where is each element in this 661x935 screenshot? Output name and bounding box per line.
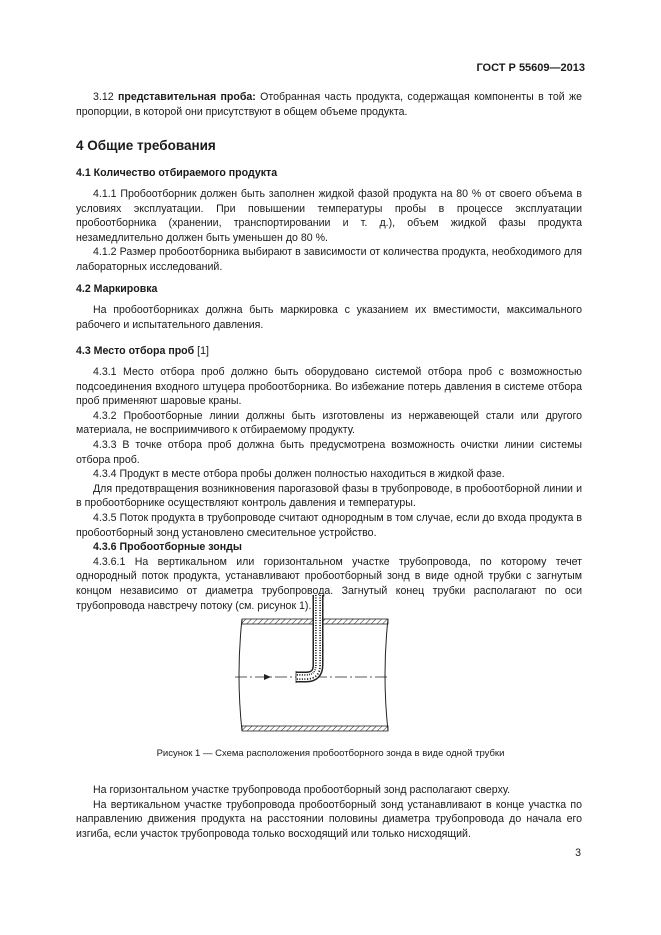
term-3-12-block (76, 90, 582, 119)
flow-arrow-icon (264, 674, 271, 680)
sampling-probe (296, 595, 318, 683)
figure-1-caption: Рисунок 1 — Схема расположения пробоотборного зонда в виде одной трубки (156, 748, 505, 759)
term-name: представительная проба: (117, 91, 256, 103)
section-4-3-heading (76, 345, 209, 357)
paragraph-4-3-5: 4.3.5 Поток продукта в трубопроводе считают однородным в том случае, если до входа продукта в пробоотборный зонд установлено смесительное устройство. (76, 511, 582, 539)
paragraph-4-3-1: 4.3.1 Место отбора проб должно быть оборудовано системой отбора проб с возможностью подсоединения входного штуцера пробоотборника. Во избежание потерь давления в системе отбора проб применяют шаровые краны. (76, 366, 582, 408)
pipe-right-break (385, 619, 388, 731)
pipe-bottom-wall (242, 726, 388, 731)
paragraph-vertical-section: На вертикальном участке трубопровода пробоотборный зонд устанавливают в конце участка по направлению движения продукта на расстоянии половины диаметра трубопровода до начала его изгиба, если участок трубопровода только восходящий или только нисходящий. (76, 798, 582, 840)
paragraph-4-3-2: 4.3.2 Пробоотборные линии должны быть изготовлены из нержавеющей стали или другого материала, не восприимчивого к отбираемому продукту. (76, 409, 582, 437)
section-4-heading: 4 Общие требования (76, 138, 216, 153)
section-4-2-body (76, 303, 582, 332)
section-4-3-6-heading: 4.3.6 Пробоотборные зонды (93, 541, 242, 554)
standard-code: ГОСТ Р 55609—2013 (476, 62, 585, 74)
section-4-1-body (76, 187, 582, 275)
paragraph-4-2: На пробоотборниках должна быть маркировка с указанием их вместимости, максимального рабочего и испытательного давления. (76, 304, 582, 331)
paragraph-4-3-4: 4.3.4 Продукт в месте отбора пробы должен полностью находиться в жидкой фазе. (93, 468, 505, 481)
paragraph-horizontal-section: На горизонтальном участке трубопровода пробоотборный зонд располагают сверху. (93, 784, 511, 796)
paragraph-4-3-4-continued: Для предотвращения возникновения парогазовой фазы в трубопроводе, в пробоотборной линии и в пробоотборнике осуществляют контроль давления и температуры. (76, 482, 582, 510)
paragraph-4-1-2: 4.1.2 Размер пробоотборника выбирают в зависимости от количества продукта, необходимого для лабораторных исследований. (76, 246, 582, 273)
paragraph-4-1-1: 4.1.1 Пробоотборник должен быть заполнен жидкой фазой продукта на 80 % от своего объема в условиях эксплуатации. При повышении температуры пробы в процессе эксплуатации пробоотборника (хранении, транспортировании и т. д.), объем жидкой фазы продукта незамедлительно должен быть уменьшен до 80 %. (76, 188, 582, 244)
section-4-3-title: 4.3 Место отбора проб (76, 345, 195, 357)
section-4-1-heading: 4.1 Количество отбираемого продукта (76, 167, 278, 179)
after-figure-body (76, 783, 582, 841)
figure-1-probe-diagram (230, 595, 390, 735)
section-4-2-heading: 4.2 Маркировка (76, 283, 158, 295)
paragraph-4-3-6-1: 4.3.6.1 На вертикальном или горизонтальном участке трубопровода, по которому течет однородный поток продукта, устанавливают пробоотборный зонд в виде одной трубки с загнутым концом независимо от диаметра трубопровода. Загнутый конец трубки располагают по оси трубопровода навстречу потоку (см. рисунок 1). (76, 555, 582, 612)
paragraph-4-3-3: 4.3.3 В точке отбора проб должна быть предусмотрена возможность очистки линии системы отбора проб. (76, 438, 582, 466)
page-number: 3 (575, 847, 581, 859)
section-4-3-body (76, 365, 582, 613)
term-3-12-paragraph (76, 90, 582, 119)
section-4-3-reference: [1] (197, 345, 209, 357)
pipe-left-break (239, 619, 242, 731)
term-definition: Отобранная часть продукта, содержащая компоненты в той же пропорции, в которой они присутствуют в общем объеме продукта. (76, 91, 582, 118)
term-number: 3.12 (93, 91, 114, 103)
